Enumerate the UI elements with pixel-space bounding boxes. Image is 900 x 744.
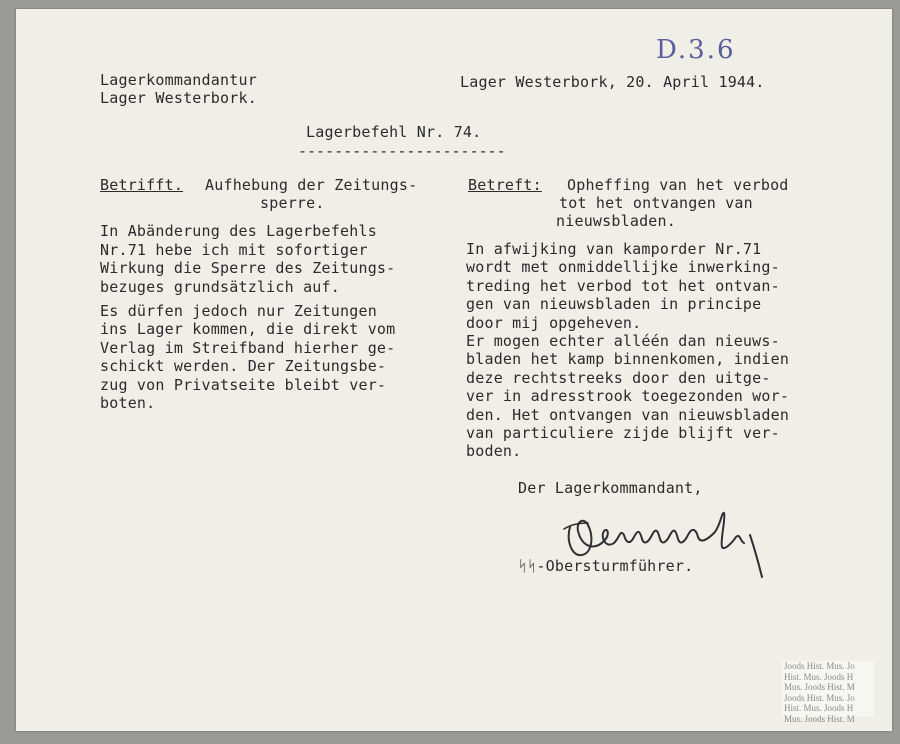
- text-line: gen van nieuwsbladen in principe: [466, 295, 762, 313]
- stamp-line: Joods Hist. Mus. Jo: [784, 661, 855, 671]
- text-line: bladen het kamp binnenkomen, indien: [466, 350, 790, 368]
- stamp-line: Joods Hist. Mus. Jo: [784, 692, 855, 703]
- text-line: bezuges grundsätzlich auf.: [100, 278, 340, 296]
- text-line: boten.: [100, 394, 156, 412]
- text-line: den. Het ontvangen van nieuwsbladen: [466, 406, 790, 424]
- document-page: [16, 9, 892, 731]
- dutch-subject-label: Betreft:: [468, 176, 542, 194]
- text-line: ins Lager kommen, die direkt vom: [100, 320, 396, 338]
- german-subject-line-1: Aufhebung der Zeitungs-: [205, 176, 418, 194]
- text-line: van particuliere zijde blijft ver-: [466, 424, 780, 442]
- text-line: In Abänderung des Lagerbefehls: [100, 222, 377, 240]
- dutch-subject-line-2: tot het ontvangen van: [559, 194, 753, 212]
- office-line-2: Lager Westerbork.: [100, 89, 257, 107]
- place-and-date: Lager Westerbork, 20. April 1944.: [460, 73, 765, 91]
- text-line: boden.: [466, 442, 522, 460]
- text-line: Wirkung die Sperre des Zeitungs-: [100, 259, 396, 277]
- text-line: schickt werden. Der Zeitungsbe-: [100, 357, 387, 375]
- office-line-1: Lagerkommandantur: [100, 71, 257, 89]
- german-subject-label: Betrifft.: [100, 176, 184, 194]
- stamp-line: Mus. Joods Hist. M: [784, 682, 855, 692]
- text-line: zug von Privatseite bleibt ver-: [100, 376, 387, 394]
- dutch-subject-line-1: Opheffing van het verbod: [567, 176, 789, 194]
- text-line: Es dürfen jedoch nur Zeitungen: [100, 302, 377, 320]
- text-line: treding het verbod tot het ontvan-: [466, 277, 780, 295]
- archive-reference: D.3.6: [656, 35, 736, 65]
- text-line: In afwijking van kamporder Nr.71: [466, 240, 762, 258]
- text-line: deze rechtstreeks door den uitge-: [466, 369, 771, 387]
- text-line: ver in adresstrook toegezonden wor-: [466, 387, 790, 405]
- text-line: Verlag im Streifband hierher ge-: [100, 339, 396, 357]
- german-subject-line-2: sperre.: [260, 194, 325, 212]
- stamp-line: Hist. Mus. Joods H: [784, 703, 854, 713]
- dutch-subject-line-3: nieuwsbladen.: [556, 212, 676, 230]
- title-rule: -----------------------: [298, 142, 506, 160]
- text-line: Nr.71 hebe ich mit sofortiger: [100, 241, 368, 259]
- text-line: Er mogen echter alléén dan nieuws-: [466, 332, 780, 350]
- stamp-line: Hist. Mus. Joods H: [784, 671, 854, 682]
- document-title: Lagerbefehl Nr. 74.: [306, 123, 482, 141]
- text-line: door mij opgeheven.: [466, 314, 642, 332]
- text-line: wordt met onmiddellijke inwerking-: [466, 258, 780, 276]
- museum-stamp: [782, 661, 874, 724]
- signatory-rank: ᛋᛋ-Obersturmführer.: [518, 557, 694, 575]
- stamp-line: Mus. Joods Hist. M: [784, 713, 855, 724]
- closing-title: Der Lagerkommandant,: [518, 479, 703, 497]
